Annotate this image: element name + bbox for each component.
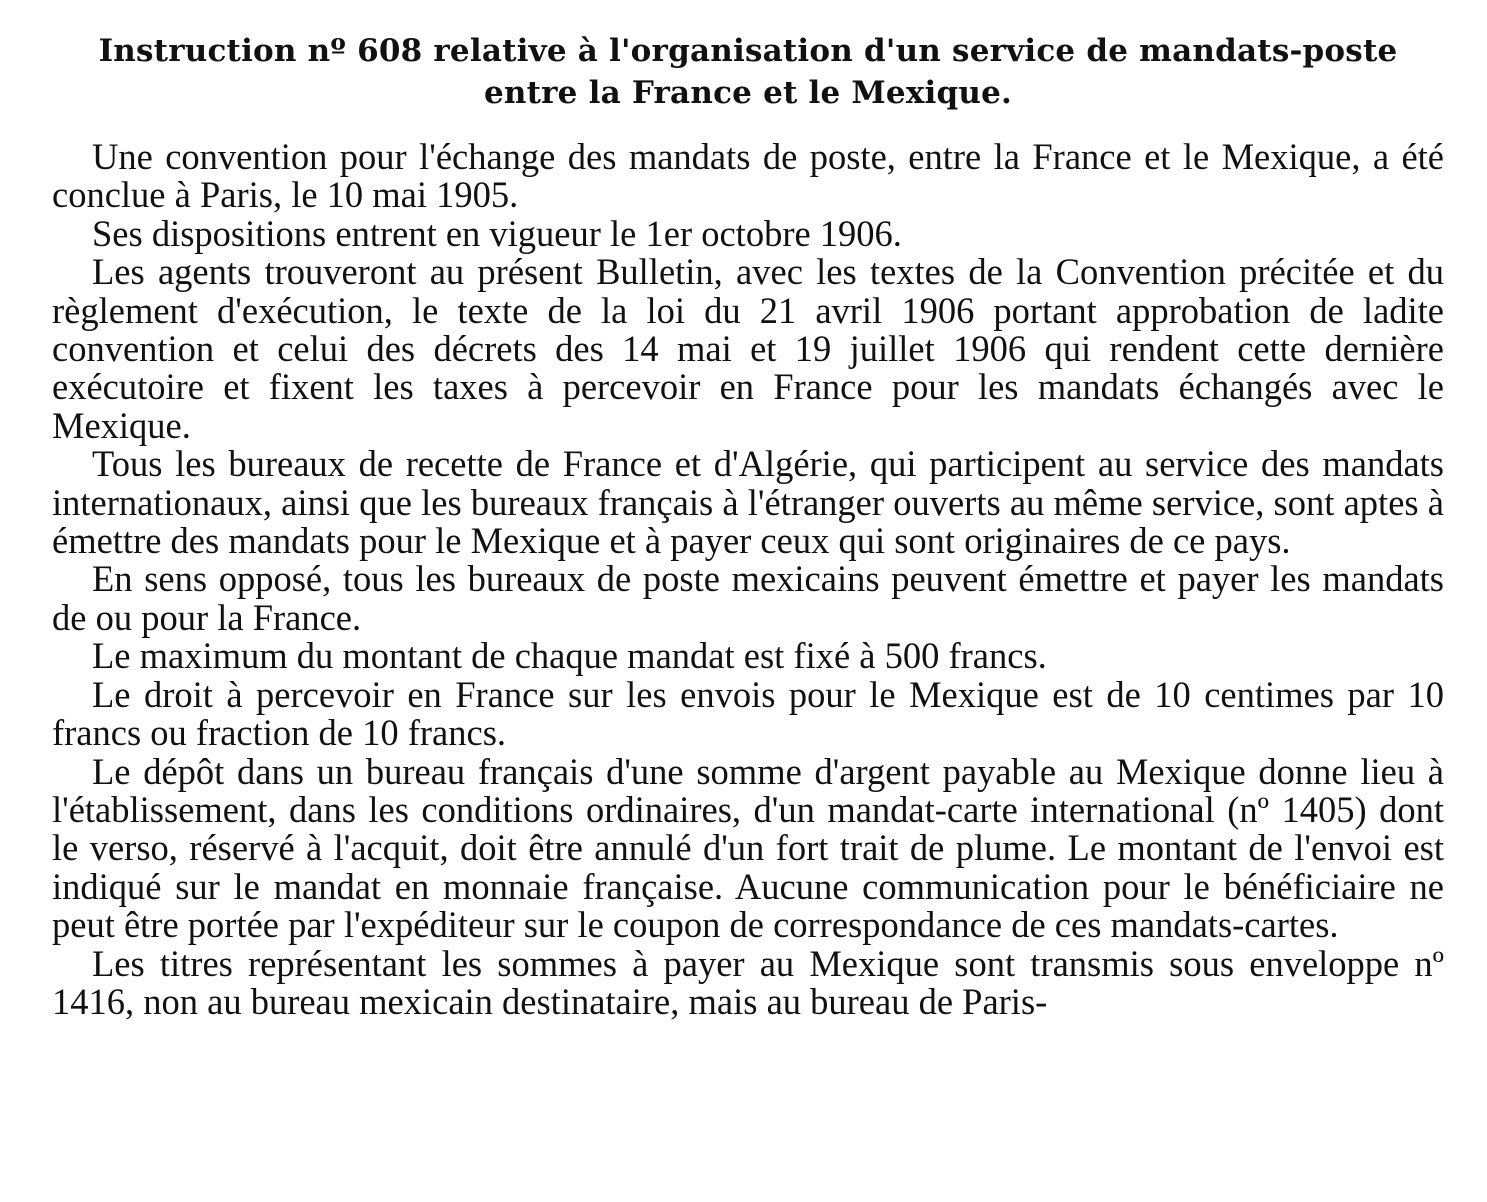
paragraph-entry-into-force: Ses dispositions entrent en vigueur le 1er octobre 1906.: [92, 212, 902, 254]
paragraph-receiving-offices: Tous les bureaux de recette de France et d'Algérie, qui participent au service des mandats internationaux, ainsi que les bureaux français à l'étranger ouverts au même service, sont aptes à émettre des mandats pour le Mexique et à payer ceux qui sont originaires de ce pays.: [52, 443, 1444, 562]
document-title: [52, 30, 1444, 114]
title-line-1: Instruction nº 608 relative à l'organisation d'un service de mandats-poste: [98, 33, 1398, 69]
paragraph-deposit: Le dépôt dans un bureau français d'une somme d'argent payable au Mexique donne lieu à l'établissement, dans les conditions ordinaires, d'un mandat-carte international (nº 1405) dont le verso, réservé à l'acquit, doit être annulé d'un fort trait de plume. Le montant de l'envoi est indiqué sur le mandat en monnaie française. Aucune communication pour le bénéficiaire ne peut être portée par l'expéditeur sur le coupon de correspondance de ces mandats-cartes.: [52, 750, 1444, 946]
paragraph-transmission: Les titres représentant les sommes à payer au Mexique sont transmis sous enveloppe nº 1416, non au bureau mexicain destinataire, mais au bureau de Paris-: [52, 942, 1444, 1022]
paragraph-fee: Le droit à percevoir en France sur les envois pour le Mexique est de 10 centimes par 10 francs ou fraction de 10 francs.: [52, 673, 1444, 754]
title-line-2: entre la France et le Mexique.: [483, 75, 1013, 111]
paragraph-bulletin-texts: Les agents trouveront au présent Bulletin, avec les textes de la Convention précitée et du règlement d'exécution, le texte de la loi du 21 avril 1906 portant approbation de ladite convention et celui des décrets des 14 mai et 19 juillet 1906 qui rendent cette dernière exécutoire et fixent les taxes à percevoir en France pour les mandats échangés avec le Mexique.: [52, 251, 1444, 446]
paragraph-convention: Une convention pour l'échange des mandats de poste, entre la France et le Mexique, a été conclue à Paris, le 10 mai 1905.: [52, 136, 1444, 216]
document-page: [52, 30, 1444, 1021]
document-body: [52, 138, 1444, 1021]
paragraph-mexican-offices: En sens opposé, tous les bureaux de poste mexicains peuvent émettre et payer les mandats de ou pour la France.: [52, 558, 1444, 638]
paragraph-maximum-amount: Le maximum du montant de chaque mandat est fixé à 500 francs.: [92, 635, 1047, 677]
